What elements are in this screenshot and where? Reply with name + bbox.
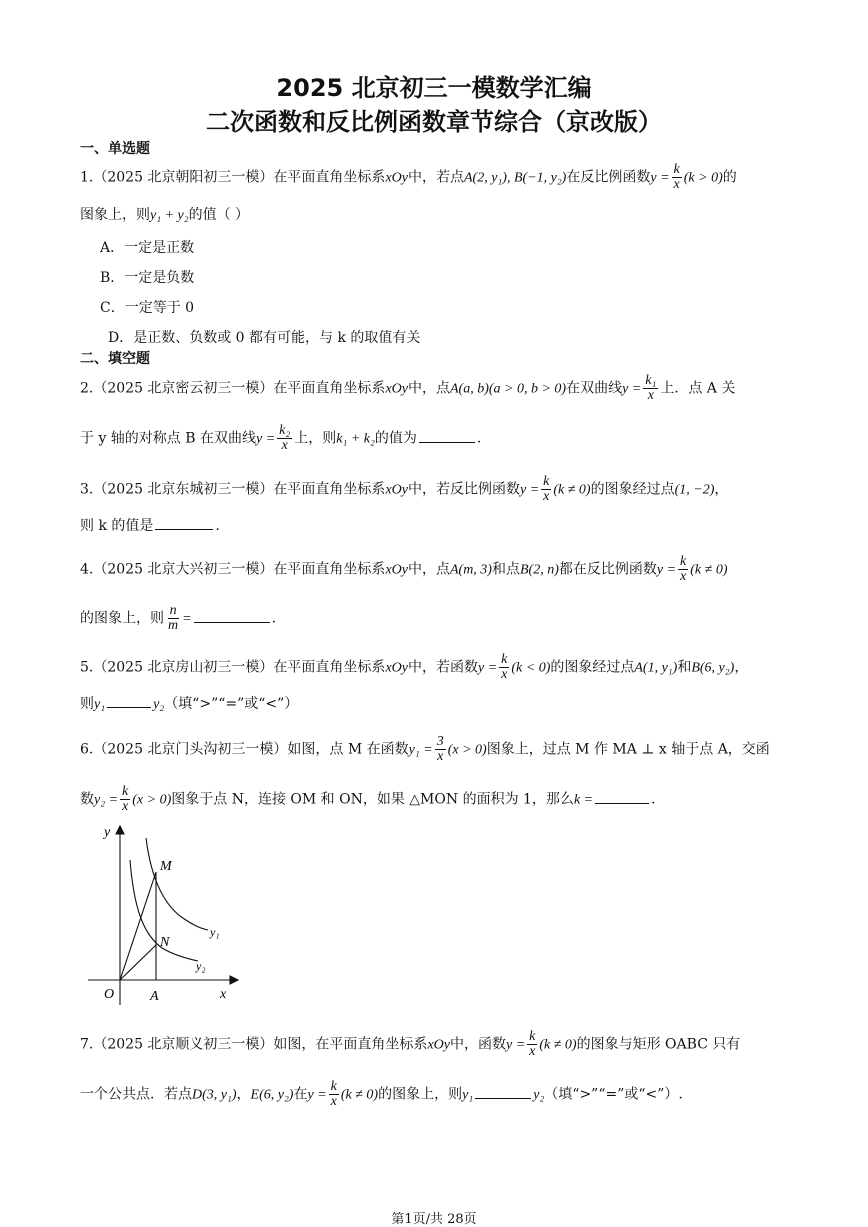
- q5-line2b: （填“>”“=”或“<”）: [164, 696, 299, 712]
- q4-eq: =: [182, 611, 192, 627]
- q7-fraction2: [329, 1080, 339, 1109]
- q7-prefix: 7.（2025 北京顺义初三一模）如图，在平面直角坐标系: [80, 1036, 428, 1053]
- q2-coord: xOy: [385, 381, 408, 397]
- q6-fraction: [435, 735, 446, 764]
- q6-fraction2: [120, 785, 130, 814]
- q1-points: A(2, y₁), B(−1, y₂): [463, 170, 567, 186]
- q2-mid1: 中，点: [407, 380, 450, 397]
- q2-line2c: 的值为: [374, 430, 417, 447]
- q1-frac-den: x: [673, 177, 680, 192]
- q2-point: A(a, b)(a > 0, b > 0): [449, 381, 567, 397]
- label-m: M: [160, 859, 172, 874]
- q1-option-a: A．一定是正数: [100, 240, 195, 256]
- q1-mid2: 在反比例函数: [566, 169, 651, 186]
- q3-coord: xOy: [385, 482, 408, 498]
- q2-prefix: 2.（2025 北京密云初三一模）在平面直角坐标系: [80, 380, 386, 397]
- q2-answer-blank: [419, 441, 475, 443]
- q1-coord: xOy: [385, 170, 408, 186]
- q6-frac-num: 3: [436, 734, 444, 749]
- q6-mid: 图象上，过点 M 作 MA ⊥ x 轴于点 A，交函: [486, 741, 770, 758]
- q4-point-a: A(m, 3): [449, 562, 492, 578]
- q2-fraction: [643, 374, 658, 403]
- question-7-line1: [80, 1030, 798, 1059]
- q6-frac2-den: x: [122, 799, 129, 814]
- q7-coord: xOy: [427, 1037, 450, 1053]
- q5-cond: (k < 0): [511, 660, 551, 676]
- question-3-line2: [80, 516, 798, 536]
- q4-prefix: 4.（2025 北京大兴初三一模）在平面直角坐标系: [80, 561, 386, 578]
- q7-frac-num: k: [529, 1029, 536, 1044]
- q2-frac-num: k₁: [645, 373, 657, 388]
- q5-answer-blank: [107, 706, 151, 708]
- label-o: O: [104, 987, 115, 1002]
- q2-frac2-den: x: [281, 438, 288, 453]
- q1-line2-tail: 的值（ ）: [188, 207, 250, 223]
- q4-mid2: 和点: [491, 561, 520, 578]
- q7-frac-den: x: [529, 1044, 536, 1059]
- q7-mid1: 中，函数: [449, 1036, 506, 1053]
- q1-frac-num: k: [673, 162, 680, 177]
- q3-lhs: y =: [519, 482, 540, 498]
- q5-and: 和: [677, 659, 692, 676]
- q4-cond: (k ≠ 0): [690, 562, 728, 578]
- q2-lhs2: y =: [256, 431, 276, 447]
- q4-lhs: y =: [656, 562, 677, 578]
- q5-y2: y₂: [153, 697, 165, 712]
- q4-frac-num: k: [680, 554, 687, 569]
- q7-y1: y₁: [462, 1087, 474, 1103]
- q3-frac-den: x: [543, 489, 550, 504]
- q7-lhs2: y =: [307, 1087, 327, 1103]
- section-heading-fill-blank: 二、填空题: [80, 351, 150, 367]
- q7-tail: 的图象与矩形 OABC 只有: [576, 1036, 741, 1053]
- q7-line2a: 一个公共点．若点: [80, 1086, 192, 1103]
- q1-option-c: C．一定等于 0: [100, 300, 195, 316]
- question-1-line1: [80, 163, 798, 192]
- question-5-line2: [80, 694, 798, 715]
- q3-cond: (k ≠ 0): [553, 482, 591, 498]
- q1-func-cond: (k > 0): [683, 170, 723, 186]
- q3-mid2: 的图象经过点: [590, 481, 675, 498]
- q1-fraction: [672, 163, 682, 192]
- q6-line2b: 图象于点 N，连接 OM 和 ON，如果 △MON 的面积为 1，那么: [171, 791, 574, 808]
- q1-func-lhs: y =: [650, 170, 670, 186]
- q2-mid2: 在双曲线: [566, 380, 623, 397]
- question-1-line2: [80, 205, 798, 226]
- q5-prefix: 5.（2025 北京房山初三一模）在平面直角坐标系: [80, 659, 386, 676]
- q4-frac-den: x: [680, 569, 687, 584]
- section-heading-single-choice: 一、单选题: [80, 141, 150, 157]
- q1-expr: y₁ + y₂: [150, 208, 189, 223]
- label-a: A: [150, 989, 159, 1004]
- label-y2: y₂: [196, 959, 206, 973]
- q1-mid1: 中，若点: [407, 169, 464, 186]
- q4-ratio-den: m: [168, 618, 179, 633]
- q1-tail: 的: [722, 169, 737, 186]
- question-6-line2: [80, 785, 798, 814]
- label-y1: y₁: [210, 925, 220, 939]
- q6-cond: (x > 0): [447, 742, 487, 758]
- q2-line2a: 于 y 轴的对称点 B 在双曲线: [80, 430, 256, 447]
- q5-frac-den: x: [501, 667, 508, 682]
- label-x: x: [220, 987, 227, 1002]
- q2-frac2-num: k₂: [279, 423, 291, 438]
- q7-comma: ，: [236, 1086, 251, 1103]
- question-7-line2: [80, 1080, 798, 1109]
- q5-coord: xOy: [385, 660, 408, 676]
- q4-point-b: B(2, n): [519, 562, 559, 578]
- q3-line2: 则 k 的值是: [80, 518, 154, 534]
- q4-answer-blank: [194, 621, 270, 623]
- q6-line2a: 数: [80, 791, 94, 808]
- q5-tail: ，: [734, 659, 749, 676]
- q2-end: .: [476, 430, 482, 447]
- question-2-line2: [80, 424, 798, 453]
- page-number: 第1页/共 28页: [391, 1212, 477, 1227]
- q6-lhs: y₁ =: [408, 742, 433, 758]
- q7-answer-blank: [475, 1097, 531, 1099]
- x-axis-arrow: [230, 976, 238, 984]
- q3-answer-blank: [155, 528, 213, 530]
- q3-prefix: 3.（2025 北京东城初三一模）在平面直角坐标系: [80, 481, 386, 498]
- q3-tail: ，: [714, 481, 729, 498]
- question-6-line1: [80, 735, 798, 764]
- q7-point-d: D(3, y₁): [192, 1087, 237, 1103]
- q6-frac-den: x: [437, 749, 444, 764]
- q6-lhs2: y₂ =: [94, 792, 119, 808]
- page-title-line2: 二次函数和反比例函数章节综合（京改版）: [206, 108, 662, 136]
- q7-line2b: 在: [293, 1086, 308, 1103]
- q2-frac-den: x: [647, 388, 654, 403]
- q3-frac-num: k: [543, 474, 550, 489]
- q7-lhs: y =: [505, 1037, 526, 1053]
- curve-y1: [146, 838, 208, 930]
- q6-figure: [80, 820, 240, 1010]
- q1-line2: 图象上，则: [80, 207, 150, 223]
- q4-end: .: [271, 610, 277, 627]
- q4-coord: xOy: [385, 562, 408, 578]
- q4-fraction: [678, 555, 688, 584]
- q1-prefix: 1.（2025 北京朝阳初三一模）在平面直角坐标系: [80, 169, 386, 186]
- q6-cond2: (x > 0): [132, 792, 172, 808]
- q7-line2d: （填“>”“=”或“<”）.: [544, 1086, 683, 1103]
- q1-option-d: D．是正数、负数或 0 都有可能，与 k 的取值有关: [108, 330, 421, 346]
- q3-point: (1, −2): [674, 482, 715, 498]
- q6-kexpr: k =: [573, 792, 594, 808]
- label-y: y: [104, 825, 111, 840]
- q5-line2a: 则: [80, 696, 94, 712]
- q4-mid3: 都在反比例函数: [558, 561, 657, 578]
- q5-fraction: [499, 653, 509, 682]
- q5-mid2: 的图象经过点: [550, 659, 635, 676]
- question-2-line1: [80, 374, 798, 403]
- segment-om: [120, 872, 156, 980]
- question-4-line2: [80, 604, 798, 633]
- q7-cond2: (k ≠ 0): [340, 1087, 379, 1103]
- q7-frac2-den: x: [330, 1094, 337, 1109]
- q3-mid1: 中，若反比例函数: [407, 481, 520, 498]
- q6-answer-blank: [595, 802, 649, 804]
- label-n: N: [160, 935, 170, 950]
- y-axis-arrow: [116, 826, 124, 834]
- q2-fraction2: [277, 424, 292, 453]
- q4-mid1: 中，点: [407, 561, 450, 578]
- q4-line2: 的图象上，则: [80, 610, 164, 627]
- q7-y2: y₂: [533, 1087, 545, 1103]
- q2-expr: k₁ + k₂: [336, 431, 375, 447]
- question-4-line1: [80, 555, 798, 584]
- q5-frac-num: k: [501, 652, 508, 667]
- q2-lhs: y =: [622, 381, 642, 397]
- q6-end: .: [651, 791, 656, 808]
- q6-prefix: 6.（2025 北京门头沟初三一模）如图，点 M 在函数: [80, 741, 409, 758]
- q2-line2b: 上，则: [294, 430, 337, 447]
- q5-point-a: A(1, y₁): [634, 660, 678, 676]
- q7-cond: (k ≠ 0): [539, 1037, 577, 1053]
- q4-ratio-fraction: [166, 604, 180, 633]
- q7-line2c: 的图象上，则: [378, 1086, 463, 1103]
- q1-option-b: B．一定是负数: [100, 270, 195, 286]
- q5-point-b: B(6, y₂): [691, 660, 735, 676]
- q7-frac2-num: k: [330, 1079, 337, 1094]
- question-5-line1: [80, 653, 798, 682]
- q3-end: .: [215, 518, 220, 534]
- q4-ratio-num: n: [169, 603, 177, 618]
- page-title-line1: 2025 北京初三一模数学汇编: [276, 74, 592, 102]
- q3-fraction: [541, 475, 551, 504]
- q5-mid1: 中，若函数: [407, 659, 478, 676]
- question-3-line1: [80, 475, 798, 504]
- q5-lhs: y =: [477, 660, 498, 676]
- q7-fraction: [527, 1030, 537, 1059]
- q5-y1: y₁: [94, 697, 106, 712]
- q2-tail: 上．点 A 关: [660, 380, 736, 397]
- q6-frac2-num: k: [122, 784, 129, 799]
- q7-point-e: E(6, y₂): [250, 1087, 294, 1103]
